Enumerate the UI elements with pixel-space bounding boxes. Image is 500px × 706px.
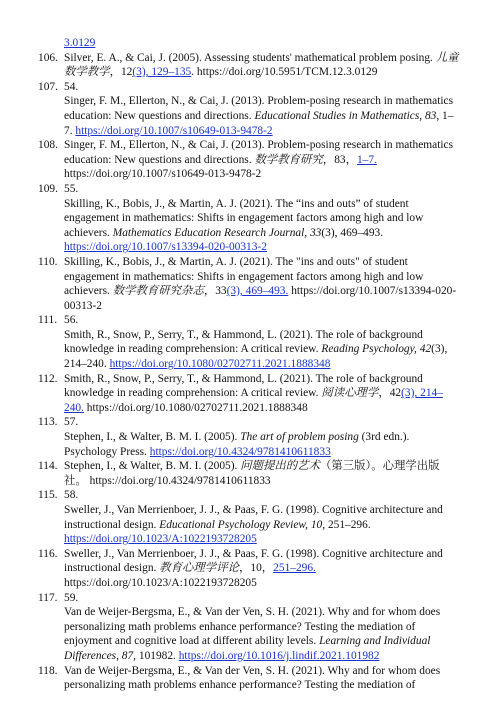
reference-item bbox=[0, 415, 460, 430]
reference-item bbox=[0, 313, 460, 328]
reference-text bbox=[64, 328, 460, 372]
reference-item bbox=[0, 182, 460, 197]
reference-number: 107. bbox=[38, 80, 58, 93]
doi-link[interactable]: (3), 469–493. bbox=[226, 285, 289, 298]
reference-text bbox=[64, 138, 460, 182]
reference-number: 111. bbox=[38, 314, 58, 327]
reference-text bbox=[64, 430, 460, 459]
journal-title: Educational Psychology Review, 10 bbox=[159, 518, 323, 531]
reference-item bbox=[0, 488, 460, 503]
reference-number: 113. bbox=[38, 416, 58, 429]
reference-segment: Silver, E. A., & Cai, J. (2005). Assessing students' mathematical problem posing. bbox=[64, 51, 436, 64]
reference-segment: 56. bbox=[64, 314, 79, 327]
reference-segment: ，42 bbox=[378, 387, 402, 400]
reference-text bbox=[64, 415, 460, 430]
doi-link[interactable]: https://doi.org/10.4324/9781410611833 bbox=[149, 445, 331, 458]
reference-segment: Sweller, J., Van Merrienboer, J. J., & Paas, F. G. (1998). Cognitive architecture and instructional design. bbox=[64, 504, 443, 531]
journal-title: The art of problem posing bbox=[240, 431, 359, 444]
reference-segment: 57. bbox=[64, 416, 79, 429]
reference-item bbox=[0, 80, 460, 95]
reference-text bbox=[64, 94, 460, 138]
reference-text bbox=[64, 459, 460, 488]
reference-segment: (3rd edn.). Psychology Press. bbox=[64, 431, 410, 458]
doi-link[interactable]: https://doi.org/10.1007/s13394-020-00313-2 bbox=[64, 241, 267, 254]
reference-segment: Singer, F. M., Ellerton, N., & Cai, J. (2013). Problem-posing research in mathematics education: New questions and directions. bbox=[64, 139, 454, 166]
reference-segment: https://doi.org/10.1080/02702711.2021.1888348 bbox=[83, 401, 308, 414]
reference-text bbox=[64, 503, 460, 547]
reference-segment: , 251–296. bbox=[322, 518, 371, 531]
reference-text bbox=[64, 372, 460, 416]
journal-title: 数学教育研究杂志 bbox=[112, 285, 204, 298]
reference-item bbox=[0, 664, 460, 693]
reference-segment: Skilling, K., Bobis, J., & Martin, A. J. (2021). The “ins and outs” of student engagement in mathematics: Shifts in engagement factors among high and low achievers. bbox=[64, 197, 424, 239]
reference-continuation bbox=[0, 36, 460, 51]
reference-segment: https://doi.org/10.1023/A:1022193728205 bbox=[64, 576, 257, 589]
reference-text bbox=[64, 591, 460, 606]
journal-title: 教育心理学评论 bbox=[159, 562, 239, 575]
reference-number: 106. bbox=[38, 51, 58, 64]
journal-title: 问题提出的艺术 bbox=[240, 460, 320, 473]
reference-segment: 54. bbox=[64, 80, 79, 93]
reference-text bbox=[64, 197, 460, 255]
reference-item bbox=[0, 94, 460, 138]
reference-item bbox=[0, 328, 460, 372]
doi-link[interactable]: https://doi.org/10.1080/02702711.2021.1888348 bbox=[109, 358, 331, 371]
reference-text bbox=[64, 664, 460, 693]
reference-segment: ，83， bbox=[322, 153, 357, 166]
reference-segment: （第三版）。心理学出版社。 https://doi.org/10.4324/9781410611833 bbox=[64, 460, 440, 487]
reference-segment: Singer, F. M., Ellerton, N., & Cai, J. (2013). Problem-posing research in mathematics education: New questions and directions. bbox=[64, 95, 454, 122]
reference-number: 112. bbox=[38, 372, 58, 385]
reference-segment: Stephen, I., & Walter, B. M. I. (2005). bbox=[64, 431, 241, 444]
reference-segment: 59. bbox=[64, 591, 79, 604]
reference-segment: , 1–7. bbox=[64, 109, 454, 137]
reference-number: 114. bbox=[38, 460, 58, 473]
reference-text bbox=[64, 605, 460, 663]
reference-segment: Stephen, I., & Walter, B. M. I. (2005). bbox=[64, 460, 241, 473]
reference-item bbox=[0, 503, 460, 547]
reference-number: 116. bbox=[38, 547, 58, 560]
doi-link[interactable]: https://doi.org/10.1016/j.lindif.2021.101982 bbox=[178, 649, 380, 662]
reference-text bbox=[64, 547, 460, 591]
reference-item bbox=[0, 605, 460, 663]
reference-item bbox=[0, 255, 460, 313]
reference-text bbox=[64, 255, 460, 313]
doi-link[interactable]: (3), 214–240. bbox=[64, 387, 443, 414]
journal-title: Mathematics Education Research Journal, 33 bbox=[112, 226, 322, 239]
reference-number: 110. bbox=[38, 255, 58, 268]
journal-title: 阅读心理学 bbox=[321, 387, 379, 400]
reference-segment: 58. bbox=[64, 489, 79, 502]
doi-link[interactable]: https://doi.org/10.1007/s10649-013-9478-2 bbox=[75, 124, 273, 137]
reference-segment: https://doi.org/10.1007/s10649-013-9478-2 bbox=[64, 168, 262, 181]
reference-segment: Smith, R., Snow, P., Serry, T., & Hammond, L. (2021). The role of background knowledge in reading comprehension: A critical review. bbox=[64, 372, 423, 400]
reference-segment: Van de Weijer-Bergsma, E., & Van der Ven, S. H. (2021). Why and for whom does personalizing math problems enhance performance? Testing the mediation of bbox=[64, 664, 441, 692]
reference-number: 115. bbox=[38, 489, 58, 502]
reference-number: 109. bbox=[38, 182, 58, 195]
journal-title: 儿童数学教学 bbox=[64, 51, 459, 79]
reference-text bbox=[64, 182, 460, 197]
journal-title: 数学教育研究 bbox=[254, 153, 323, 166]
reference-segment: Smith, R., Snow, P., Serry, T., & Hammond, L. (2021). The role of background knowledge in reading comprehension: A critical review. bbox=[64, 328, 423, 356]
doi-link[interactable]: (3), 129–135 bbox=[132, 66, 192, 79]
reference-list bbox=[0, 36, 500, 693]
reference-text bbox=[64, 51, 460, 80]
reference-text bbox=[64, 313, 460, 328]
reference-item bbox=[0, 51, 460, 80]
reference-segment: (3), 469–493. bbox=[321, 226, 384, 239]
reference-text bbox=[64, 488, 460, 503]
journal-title: Learning and Individual Differences, 87 bbox=[64, 635, 431, 662]
reference-segment: ，33 bbox=[203, 285, 227, 298]
reference-item bbox=[0, 591, 460, 606]
reference-segment: 55. bbox=[64, 182, 79, 195]
reference-item bbox=[0, 459, 460, 488]
doi-link[interactable]: https://doi.org/10.1023/A:1022193728205 bbox=[64, 533, 257, 546]
journal-title: Educational Studies in Mathematics, 83 bbox=[254, 109, 437, 122]
doi-link[interactable]: 1–7. bbox=[356, 153, 377, 166]
reference-number: 117. bbox=[38, 591, 58, 604]
reference-entries bbox=[0, 51, 500, 693]
reference-segment: Skilling, K., Bobis, J., & Martin, A. J. (2021). The "ins and outs" of student engagement in mathematics: Shifts in engagement factors among high and low achievers. bbox=[64, 255, 424, 298]
reference-segment: . https://doi.org/10.5951/TCM.12.3.0129 bbox=[191, 66, 378, 79]
reference-item bbox=[0, 372, 460, 416]
journal-title: Reading Psychology, 42 bbox=[321, 343, 432, 356]
reference-item bbox=[0, 430, 460, 459]
reference-segment: , 101982. bbox=[133, 649, 179, 662]
reference-segment: ，10， bbox=[238, 562, 274, 575]
doi-link[interactable]: 251–296. bbox=[273, 562, 316, 575]
reference-number: 108. bbox=[38, 139, 58, 152]
reference-item bbox=[0, 138, 460, 182]
doi-link[interactable]: 3.0129 bbox=[64, 37, 96, 49]
reference-segment: ，12 bbox=[109, 66, 133, 79]
reference-text bbox=[64, 80, 460, 95]
reference-segment: https://doi.org/10.1007/s13394-020-00313-2 bbox=[64, 285, 457, 312]
reference-segment: Sweller, J., Van Merrienboer, J. J., & Paas, F. G. (1998). Cognitive architecture and instructional design. bbox=[64, 547, 443, 575]
reference-item bbox=[0, 197, 460, 255]
reference-segment: (3), 214–240. bbox=[64, 343, 448, 371]
reference-segment: Van de Weijer-Bergsma, E., & Van der Ven, S. H. (2021). Why and for whom does personalizing math problems enhance performance? Testing the mediation of enjoyment and cognitive load at different ability levels. bbox=[64, 606, 441, 648]
reference-item bbox=[0, 547, 460, 591]
reference-number: 118. bbox=[38, 664, 58, 677]
